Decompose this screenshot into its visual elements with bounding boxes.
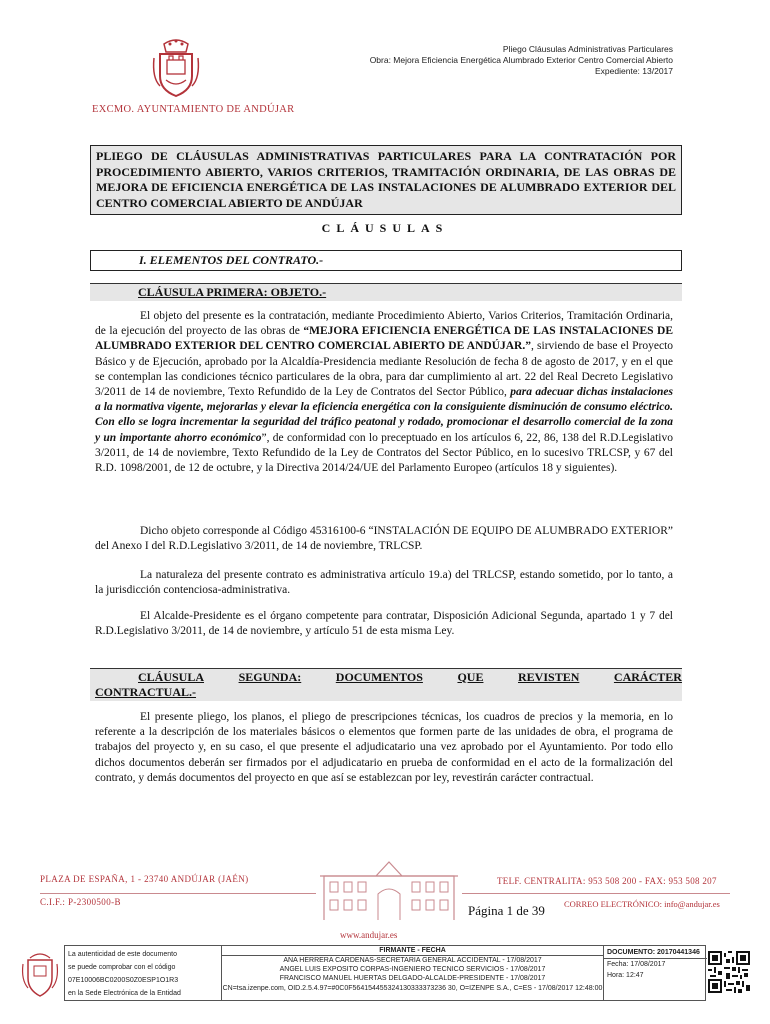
footer-address: PLAZA DE ESPAÑA, 1 - 23740 ANDÚJAR (JAÉN) [40, 874, 249, 884]
signers-column [222, 946, 604, 1000]
p2-text: Dicho objeto corresponde al Código 45316100-6 “INSTALACIÓN DE EQUIPO DE ALUMBRADO EXTERIOR” del Anexo I del R.D.Legislativo 3/2011, de 14 de noviembre, TRLCSP. [95, 525, 673, 553]
footer-phone: TELF. CENTRALITA: 953 508 200 - FAX: 953 508 207 [497, 876, 717, 886]
signer-3: FRANCISCO MANUEL HUERTAS DELGADO-ALCALDE-PRESIDENTE - 17/08/2017 [279, 975, 546, 983]
page-number: Página 1 de 39 [465, 900, 557, 922]
document-title: PLIEGO DE CLÁUSULAS ADMINISTRATIVAS PARTICULARES PARA LA CONTRATACIÓN POR PROCEDIMIENTO ABIERTO, VARIOS CRITERIOS, TRAMITACIÓN ORDINARIA, DE LAS OBRAS DE MEJORA DE EFICIENCIA ENERGÉTICA DE LAS INSTALACIONES DE ALUMBRADO EXTERIOR DEL CENTRO COMERCIAL ABIERTO DE ANDÚJAR [90, 145, 682, 215]
signer-1: ANA HERRERA CARDENAS-SECRETARIA GENERAL ACCIDENTAL - 17/08/2017 [283, 957, 542, 964]
coat-of-arms-seal-icon [20, 950, 60, 998]
verification-code: 07E10006BC0200S0Z0ESP1O1R3 [68, 977, 179, 984]
header-line-1: Pliego Cláusulas Administrativas Particulares [502, 44, 673, 54]
clause-2-word-5: REVISTEN [518, 670, 580, 684]
signer-4: CN=tsa.izenpe.com, OID.2.5.4.97=#0C0F564154455324130333373236 30, O=IZENPE S.A., C=ES - 17/08/2017 12:48:00 [222, 984, 603, 992]
footer-website: www.andujar.es [340, 930, 398, 940]
clause-2-p1-text: El presente pliego, los planos, el pliego de prescripciones técnicas, los cuadros de precios y la memoria, en lo referente a la descripción de los materiales básicos o elementos que formen parte de las unidades de obra, el programa de trabajos del proyecto y, en su caso, el que presente el adjudicatario una vez aprobado por el Ayuntamiento. Por todo ello dichos documentos deberán ser firmados por el adjudicatario en prueba de conformidad en el acto de la formalización del contrato, y demás documentos del proyecto en que así se establezcan por ley, revestirán carácter contractual. [95, 711, 673, 784]
coat-of-arms-logo [150, 38, 202, 100]
clause-1-paragraph-1 [95, 309, 673, 476]
verification-line-2: se puede comprobar con el código [68, 964, 176, 971]
clause-2-word-6: CARÁCTER [613, 670, 682, 684]
clause-1-paragraph-2 [95, 524, 673, 554]
p4-text: El Alcalde-Presidente es el órgano competente para contratar, Disposición Adicional Segunda, apartado 1 y 7 del R.D.Legislativo 3/2011, de 14 de noviembre, y artículo 51 de esta misma Ley. [95, 610, 673, 638]
electronic-signature-table [64, 945, 706, 1001]
section-heading: I. ELEMENTOS DEL CONTRATO.- [90, 250, 682, 271]
verification-line-1: La autenticidad de este documento [68, 951, 177, 958]
verification-info [65, 946, 222, 1000]
footer-email: CORREO ELECTRÓNICO: info@andujar.es [564, 899, 720, 909]
document-date: Fecha: 17/08/2017 [607, 961, 666, 968]
document-id: DOCUMENTO: 20170441346 [604, 947, 707, 959]
p1-text-b: “MEJORA EFICIENCIA ENERGÉTICA DE LAS INSTALACIONES DE ALUMBRADO EXTERIOR DEL CENTRO COMERCIAL ABIERTO DE ANDÚJAR.” [95, 325, 674, 353]
document-info [604, 946, 707, 1000]
clause-1-paragraph-4 [95, 609, 673, 639]
header-line-3: Expediente: 13/2017 [595, 66, 673, 76]
footer-cif: C.I.F.: P-2300500-B [40, 897, 121, 907]
clause-2-word-2: SEGUNDA: [238, 670, 302, 684]
clausulas-heading: CLÁUSULAS [321, 221, 449, 235]
clause-1-heading [90, 283, 682, 301]
clause-2-word-4: QUE [457, 670, 484, 684]
clause-2-paragraph-1 [95, 710, 673, 786]
verification-line-4: en la Sede Electrónica de la Entidad [68, 990, 181, 997]
p1-text-d: para adecuar dichas instalaciones a la normativa vigente, mejorarlas y elevar la eficiencia energética con la consiguiente disminución de consumo eléctrico. Con ello se logra incrementar la seguridad del tráfico peatonal y rodado, promocionar el desarrollo comercial de la zona y un importante ahorro económico [95, 386, 673, 444]
p3-text: La naturaleza del presente contrato es administrativa artículo 19.a) del TRLCSP, estando sometido, por lo tanto, a la jurisdicción contenciosa-administrativa. [95, 569, 673, 597]
document-time: Hora: 12:47 [607, 972, 644, 979]
signers-header: FIRMANTE - FECHA [222, 946, 603, 956]
clause-1-paragraph-3 [95, 568, 673, 598]
p1-text-c: , sirviendo de base el Proyecto Básico y de Ejecución, aprobado por la Alcaldía-Presidencia mediante Resolución de fecha 8 de agosto de 2017, y en el que se contemplan las condiciones técnico particulares de la obra, para dar cumplimiento al art. 22 del Real Decreto Legislativo 3/2011 de 14 de noviembre, Texto Refundido de la Ley de Contratos del Sector Público, [95, 340, 674, 399]
clause-2-word-3: DOCUMENTOS [335, 670, 423, 684]
clause-1-heading-text: CLÁUSULA PRIMERA: OBJETO.- [138, 285, 327, 299]
document-header [370, 44, 673, 77]
p1-text-e: ”, de conformidad con lo preceptuado en los artículos 6, 22, 86, 138 del R.D.Legislativo 3/2011, de 14 de noviembre, Texto Refundido de la Ley de Contratos del Sector Público, en lo sucesivo TRLCSP, y 67 del R.D. 1098/2001, de 12 de octubre, y la Directiva 2014/24/UE del Parlamento Europeo (artículos 18 y siguientes). [95, 431, 673, 475]
p1-text-a: El objeto del presente es la contratación, mediante Procedimiento Abierto, Varios Criterios, Tramitación Ordinaria, de la ejecución del proyecto de las obras de [95, 310, 673, 338]
clause-2-word-1: CLÁUSULA [138, 670, 205, 684]
town-hall-name: EXCMO. AYUNTAMIENTO DE ANDÚJAR [92, 104, 295, 115]
town-hall-facade-icon [316, 858, 462, 922]
header-line-2: Obra: Mejora Eficiencia Energética Alumbrado Exterior Centro Comercial Abierto [369, 55, 673, 65]
clause-2-heading-cont: CONTRACTUAL.- [95, 685, 197, 699]
clause-2-heading [90, 668, 682, 701]
signer-2: ANGEL LUIS EXPOSITO CORPAS-INGENIERO TECNICO SERVICIOS - 17/08/2017 [279, 966, 546, 974]
qr-code-icon [708, 951, 750, 993]
